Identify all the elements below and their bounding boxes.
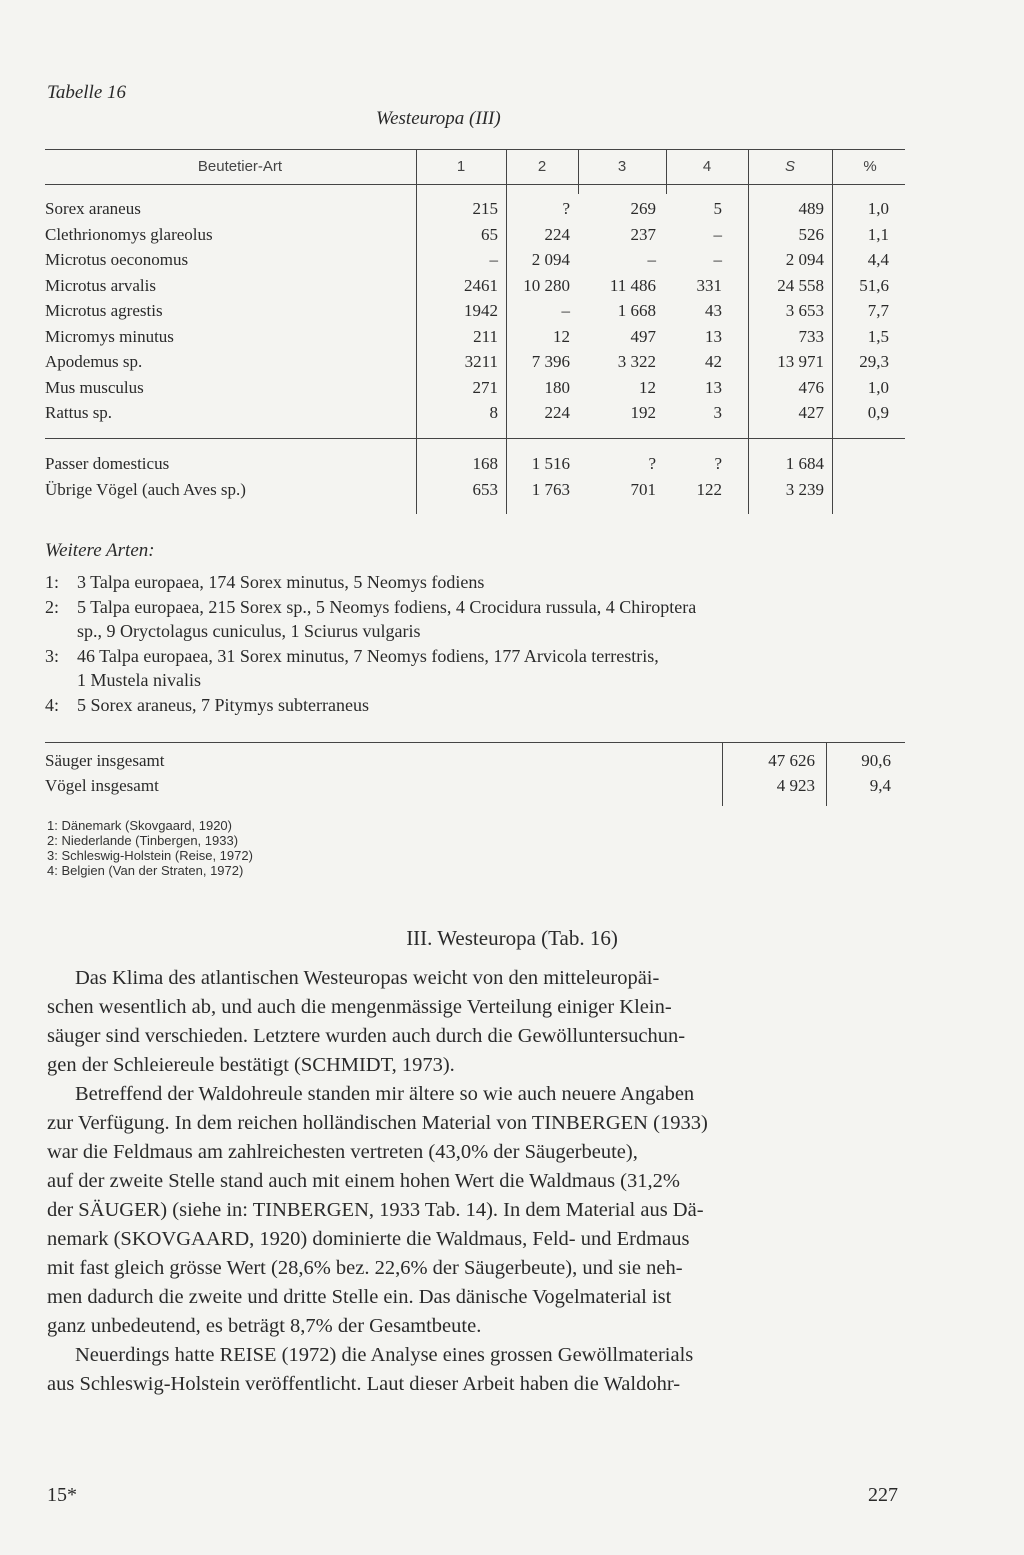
- species-name: Übrige Vögel (auch Aves sp.): [45, 479, 246, 499]
- cell-c4: 43: [705, 301, 722, 320]
- body-line: Neuerdings hatte REISE (1972) die Analyse eines grossen Gewöllmaterials: [75, 1344, 694, 1366]
- table-row: [45, 454, 905, 479]
- cell-c2: 10 280: [523, 275, 570, 295]
- cell-c4: 13: [705, 326, 722, 346]
- table-row: [45, 276, 905, 301]
- cell-c3: ?: [648, 454, 656, 473]
- cell-c1: 271: [472, 377, 498, 397]
- cell-c2: 2 094: [531, 250, 570, 269]
- table-row: [45, 301, 905, 326]
- totals-rule: [45, 742, 905, 743]
- total-percent: 90,6: [861, 751, 891, 770]
- cell-c1: 65: [481, 224, 498, 244]
- table-row: [45, 378, 905, 403]
- weitere-item-text: 46 Talpa europaea, 31 Sorex minutus, 7 Neomys fodiens, 177 Arvicola terrestris,: [77, 645, 659, 666]
- weitere-arten-title: Weitere Arten:: [45, 540, 155, 561]
- table-label: Tabelle 16: [47, 82, 126, 103]
- cell-c2: 224: [544, 403, 570, 422]
- cell-s: 13 971: [777, 352, 824, 371]
- header-col-percent: %: [863, 158, 877, 175]
- header-col-3: 3: [617, 158, 627, 175]
- cell-c2: ?: [562, 199, 570, 218]
- cell-c4: –: [713, 250, 722, 269]
- cell-s: 733: [798, 326, 824, 346]
- cell-s: 489: [798, 199, 824, 218]
- weitere-item: [45, 572, 484, 593]
- cell-s: 2 094: [785, 250, 824, 269]
- total-label: Vögel insgesamt: [45, 776, 159, 795]
- weitere-item-text: 5 Talpa europaea, 215 Sorex sp., 5 Neomys fodiens, 4 Crocidura russula, 4 Chiroptera: [77, 596, 697, 617]
- cell-c3: 237: [630, 224, 656, 244]
- source-item: 2: Niederlande (Tinbergen, 1933): [47, 833, 239, 848]
- species-name: Passer domesticus: [45, 454, 170, 473]
- weitere-item-text: 3 Talpa europaea, 174 Sorex minutus, 5 Neomys fodiens: [77, 572, 485, 592]
- cell-c1: 211: [473, 326, 498, 346]
- cell-c3: –: [647, 250, 656, 269]
- cell-c3: 12: [639, 377, 656, 397]
- cell-c1: 1942: [464, 301, 498, 320]
- cell-p: 0,9: [867, 403, 889, 422]
- table-row: [45, 327, 905, 352]
- cell-p: 1,0: [867, 377, 889, 397]
- cell-c3: 192: [630, 403, 656, 422]
- species-name: Clethrionomys glareolus: [45, 224, 213, 244]
- weitere-item: [45, 695, 369, 716]
- species-name: Microtus arvalis: [45, 275, 156, 295]
- cell-p: 4,4: [867, 250, 889, 269]
- source-item: 4: Belgien (Van der Straten, 1972): [47, 863, 244, 878]
- weitere-item-label: 2:: [45, 596, 60, 617]
- table-header-rule: [45, 184, 905, 185]
- cell-c2: 12: [553, 326, 570, 346]
- total-sum: 4 923: [776, 776, 815, 795]
- species-name: Sorex araneus: [45, 199, 141, 218]
- table-row: [45, 403, 905, 428]
- cell-s: 1 684: [785, 454, 824, 473]
- weitere-item-text: 5 Sorex araneus, 7 Pitymys subterraneus: [77, 694, 369, 715]
- total-label: Säuger insgesamt: [45, 751, 165, 770]
- species-name: Rattus sp.: [45, 403, 113, 422]
- table-mid-rule: [45, 438, 905, 439]
- cell-p: 51,6: [859, 275, 889, 295]
- cell-c4: 3: [713, 403, 722, 422]
- page-number: 227: [868, 1484, 898, 1506]
- cell-c2: 1 763: [531, 479, 570, 499]
- cell-c1: 168: [472, 454, 498, 473]
- cell-c1: 653: [472, 479, 498, 499]
- cell-c2: 224: [544, 224, 570, 244]
- header-col-1: 1: [456, 158, 466, 175]
- cell-s: 427: [798, 403, 824, 422]
- cell-c1: 215: [472, 199, 498, 218]
- source-item: 3: Schleswig-Holstein (Reise, 1972): [47, 848, 253, 863]
- cell-c1: –: [489, 250, 498, 269]
- weitere-item-label: 3:: [45, 645, 60, 666]
- table-row: [45, 199, 905, 224]
- section-heading: III. Westeuropa (Tab. 16): [406, 926, 618, 950]
- body-line: schen wesentlich ab, und auch die mengenmässige Verteilung einiger Klein-: [47, 996, 672, 1018]
- cell-c1: 2461: [464, 275, 498, 295]
- cell-c4: 42: [705, 352, 722, 371]
- body-line: war die Feldmaus am zahlreichesten vertreten (43,0% der Säugerbeute),: [47, 1141, 638, 1163]
- body-line: ganz unbedeutend, es beträgt 8,7% der Gesamtbeute.: [47, 1315, 482, 1337]
- cell-c2: –: [561, 301, 570, 320]
- cell-c4: 5: [713, 199, 722, 218]
- body-line: auf der zweite Stelle stand auch mit einem hohen Wert die Waldmaus (31,2%: [47, 1170, 680, 1192]
- cell-c3: 11 486: [609, 275, 656, 295]
- body-line: nemark (SKOVGAARD, 1920) dominierte die Waldmaus, Feld- und Erdmaus: [47, 1228, 690, 1250]
- cell-c3: 269: [630, 199, 656, 218]
- table-row: [45, 250, 905, 275]
- table-row: [45, 480, 905, 505]
- body-line: aus Schleswig-Holstein veröffentlicht. Laut dieser Arbeit haben die Waldohr-: [47, 1373, 681, 1395]
- body-line: gen der Schleiereule bestätigt (SCHMIDT, 1973).: [47, 1054, 455, 1076]
- cell-c3: 1 668: [617, 301, 656, 320]
- cell-s: 3 653: [785, 301, 824, 320]
- body-line: säuger sind verschieden. Letztere wurden auch durch die Gewölluntersuchun-: [47, 1025, 686, 1047]
- body-line: men dadurch die zweite und dritte Stelle ein. Das dänische Vogelmaterial ist: [47, 1286, 672, 1308]
- cell-c1: 3211: [464, 352, 498, 371]
- weitere-item-label: 4:: [45, 694, 60, 715]
- body-text: [47, 964, 907, 1399]
- cell-s: 24 558: [777, 275, 824, 295]
- weitere-item-label: 1:: [45, 572, 60, 592]
- cell-p: 1,0: [867, 199, 889, 218]
- table-row: [45, 352, 905, 377]
- cell-c4: –: [713, 224, 722, 244]
- cell-p: 29,3: [859, 352, 889, 371]
- weitere-item-continuation: 1 Mustela nivalis: [77, 670, 201, 690]
- weitere-item-continuation: sp., 9 Oryctolagus cuniculus, 1 Sciurus vulgaris: [77, 621, 421, 641]
- cell-c1: 8: [489, 403, 498, 422]
- total-percent: 9,4: [869, 776, 891, 795]
- weitere-item: [45, 597, 696, 618]
- cell-p: 1,5: [867, 326, 889, 346]
- species-name: Microtus agrestis: [45, 301, 163, 320]
- cell-c3: 701: [630, 479, 656, 499]
- species-name: Microtus oeconomus: [45, 250, 189, 269]
- cell-s: 526: [798, 224, 824, 244]
- cell-c2: 1 516: [531, 454, 570, 473]
- weitere-item: [45, 646, 659, 667]
- cell-s: 476: [798, 377, 824, 397]
- species-name: Mus musculus: [45, 377, 144, 397]
- header-species: Beutetier-Art: [197, 158, 283, 175]
- header-col-2: 2: [537, 158, 547, 175]
- cell-c4: ?: [714, 454, 722, 473]
- body-line: der SÄUGER) (siehe in: TINBERGEN, 1933 Tab. 14). In dem Material aus Dä-: [47, 1199, 704, 1221]
- body-line: mit fast gleich grösse Wert (28,6% bez. 22,6% der Säugerbeute), und sie neh-: [47, 1257, 683, 1279]
- cell-c4: 331: [696, 275, 722, 295]
- body-line: zur Verfügung. In dem reichen holländischen Material von TINBERGEN (1933): [47, 1112, 708, 1134]
- header-col-4: 4: [702, 158, 712, 175]
- page-signature: 15*: [47, 1484, 77, 1506]
- total-sum: 47 626: [768, 751, 815, 770]
- cell-s: 3 239: [785, 479, 824, 499]
- species-name: Micromys minutus: [45, 326, 174, 346]
- cell-c4: 122: [696, 479, 722, 499]
- cell-c2: 7 396: [531, 352, 570, 371]
- cell-p: 1,1: [867, 224, 889, 244]
- body-line: Das Klima des atlantischen Westeuropas weicht von den mitteleuropäi-: [75, 967, 660, 989]
- table-title: Westeuropa (III): [376, 108, 501, 129]
- source-item: 1: Dänemark (Skovgaard, 1920): [47, 818, 232, 833]
- cell-c2: 180: [544, 377, 570, 397]
- header-col-s: S: [784, 158, 795, 175]
- table-top-rule: [45, 149, 905, 150]
- cell-c4: 13: [705, 377, 722, 397]
- cell-p: 7,7: [867, 301, 889, 320]
- species-name: Apodemus sp.: [45, 352, 143, 371]
- body-line: Betreffend der Waldohreule standen mir ältere so wie auch neuere Angaben: [75, 1083, 695, 1105]
- table-row: [45, 225, 905, 250]
- cell-c3: 3 322: [617, 352, 656, 371]
- cell-c3: 497: [630, 326, 656, 346]
